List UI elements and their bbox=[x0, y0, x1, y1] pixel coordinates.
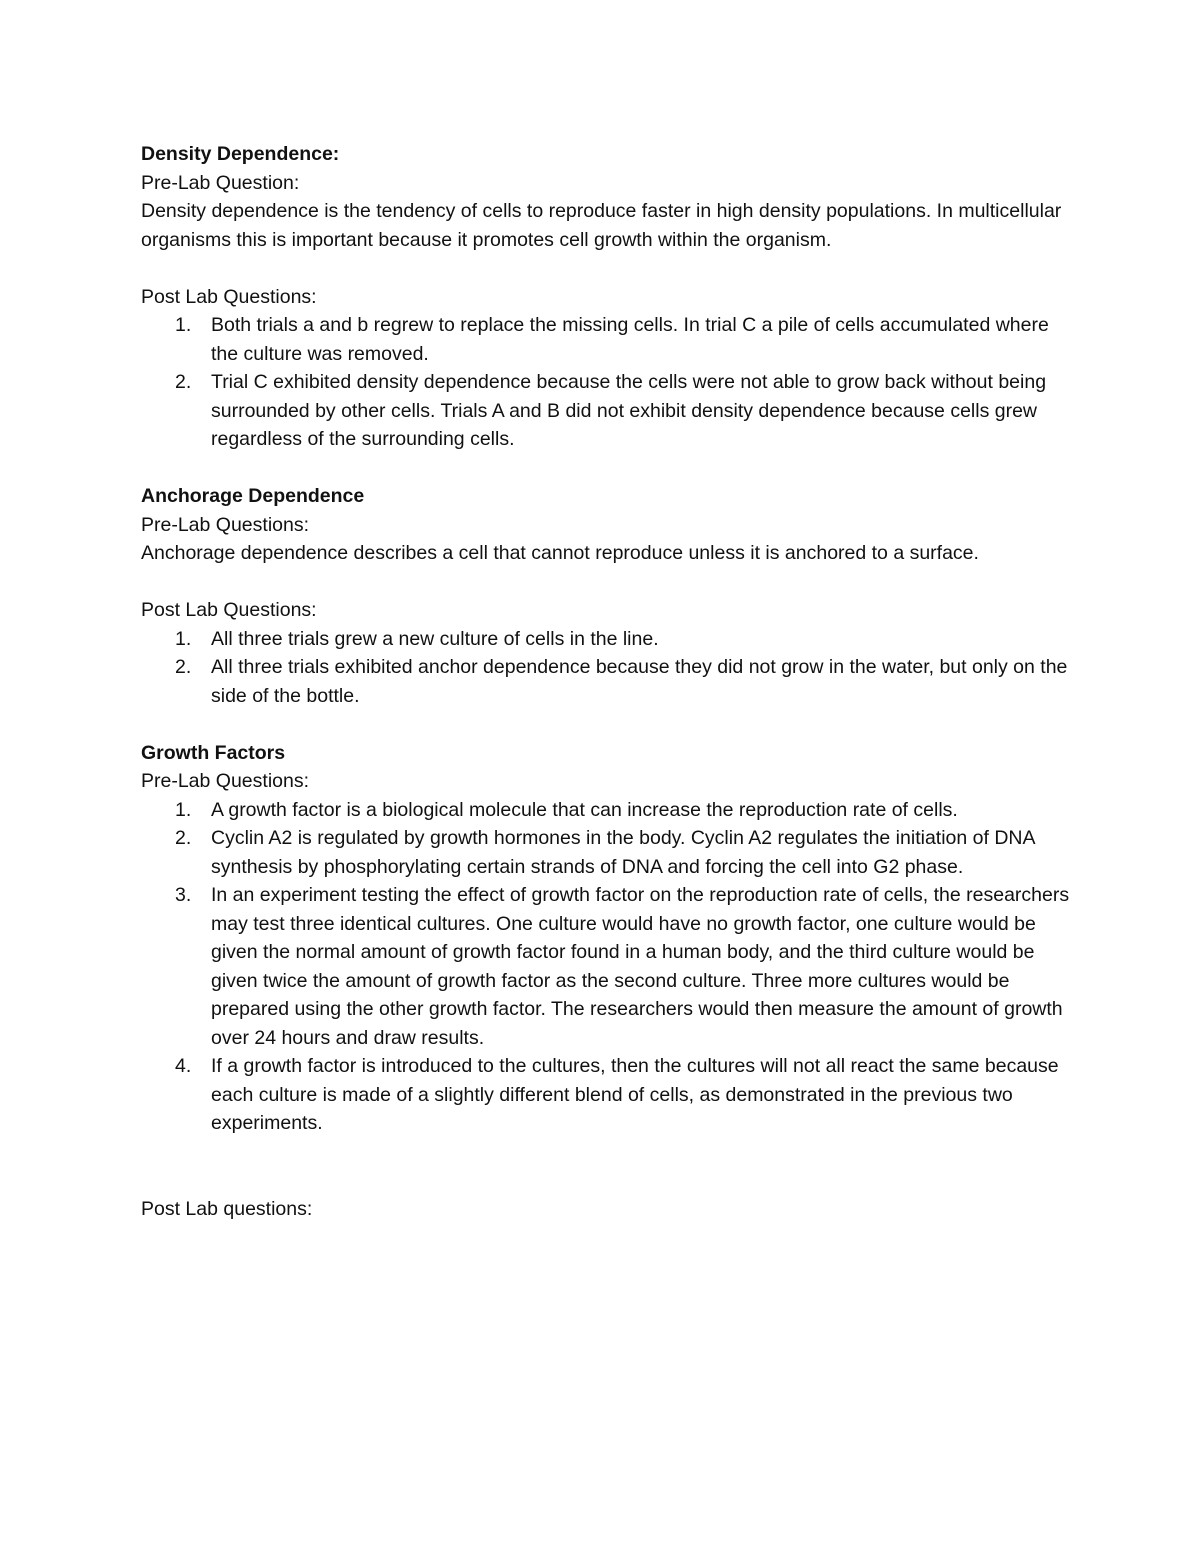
document-page bbox=[141, 140, 1071, 1223]
section-title-density-dependence: Density Dependence: bbox=[141, 143, 340, 165]
blank-line bbox=[141, 568, 1071, 597]
list-item-text: All three trials grew a new culture of cells in the line. bbox=[211, 627, 659, 650]
post-lab-heading: Post Lab Questions: bbox=[141, 285, 317, 308]
post-lab-heading: Post Lab Questions: bbox=[141, 599, 317, 621]
post-lab-list bbox=[141, 311, 1071, 454]
list-item-number: 2. bbox=[175, 656, 192, 678]
pre-lab-answer: Anchorage dependence describes a cell that cannot reproduce unless it is anchored to a surface. bbox=[141, 542, 979, 564]
list-item-number: 1. bbox=[175, 314, 192, 336]
list-item-number: 2. bbox=[175, 827, 192, 849]
list-item bbox=[141, 881, 1071, 1052]
blank-line bbox=[141, 1138, 1071, 1195]
pre-lab-list bbox=[141, 796, 1071, 1138]
list-item bbox=[141, 796, 1071, 825]
list-item bbox=[141, 653, 1071, 710]
list-item-number: 2. bbox=[175, 371, 192, 393]
blank-line bbox=[141, 254, 1071, 283]
post-lab-heading: Post Lab questions: bbox=[141, 1197, 313, 1220]
pre-lab-heading: Pre-Lab Questions: bbox=[141, 770, 310, 792]
list-item-number: 3. bbox=[175, 884, 192, 906]
pre-lab-heading: Pre-Lab Question: bbox=[141, 171, 300, 194]
list-item-number: 1. bbox=[175, 627, 192, 650]
list-item-text: Trial C exhibited density dependence because the cells were not able to grow back without being surrounded by other cells. Trials A and B did not exhibit density dependence because cells grew regardless of the surrounding cells. bbox=[211, 371, 1047, 450]
blank-line bbox=[141, 454, 1071, 483]
list-item-text: In an experiment testing the effect of growth factor on the reproduction rate of cells, the researchers may test three identical cultures. One culture would have no growth factor, one culture would be given the normal amount of growth factor found in a human body, and the third culture would be given twice the amount of growth factor as the second culture. Three more cultures would be prepared using the other growth factor. The researchers would then measure the amount of growth over 24 hours and draw results. bbox=[211, 884, 1070, 1049]
list-item-text: Cyclin A2 is regulated by growth hormones in the body. Cyclin A2 regulates the initiation of DNA synthesis by phosphorylating certain strands of DNA and forcing the cell into G2 phase. bbox=[211, 827, 1035, 878]
pre-lab-answer: Density dependence is the tendency of cells to reproduce faster in high density populations. In multicellular organisms this is important because it promotes cell growth within the organism. bbox=[141, 200, 1062, 251]
list-item-text: A growth factor is a biological molecule that can increase the reproduction rate of cells. bbox=[211, 798, 958, 821]
list-item bbox=[141, 824, 1071, 881]
list-item-text: If a growth factor is introduced to the cultures, then the cultures will not all react the same because each culture is made of a slightly different blend of cells, as demonstrated in the previous two experiments. bbox=[211, 1055, 1059, 1134]
section-title-growth-factors: Growth Factors bbox=[141, 741, 286, 764]
list-item-number: 1. bbox=[175, 798, 192, 821]
section-title-anchorage-dependence: Anchorage Dependence bbox=[141, 485, 365, 507]
list-item-text: Both trials a and b regrew to replace the missing cells. In trial C a pile of cells accumulated where the culture was removed. bbox=[211, 314, 1049, 365]
blank-line bbox=[141, 710, 1071, 739]
list-item-text: All three trials exhibited anchor dependence because they did not grow in the water, but only on the side of the bottle. bbox=[211, 656, 1068, 707]
list-item bbox=[141, 311, 1071, 368]
list-item bbox=[141, 625, 1071, 654]
post-lab-list bbox=[141, 625, 1071, 711]
list-item-number: 4. bbox=[175, 1055, 192, 1077]
list-item bbox=[141, 368, 1071, 454]
pre-lab-heading: Pre-Lab Questions: bbox=[141, 513, 310, 536]
list-item bbox=[141, 1052, 1071, 1138]
